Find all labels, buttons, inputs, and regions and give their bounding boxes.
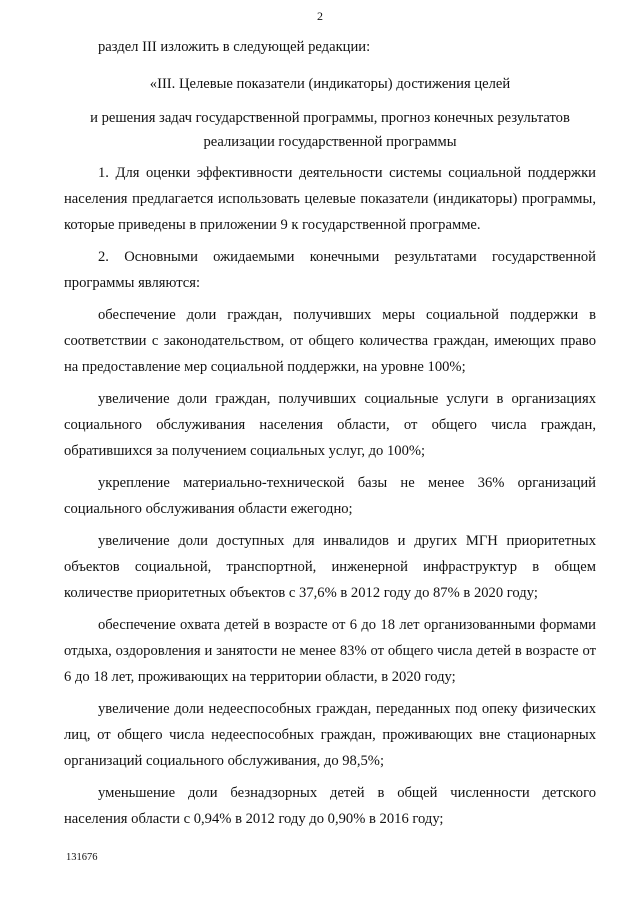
paragraph-2: 2. Основными ожидаемыми конечными результатами государственной программы являются:: [64, 249, 596, 291]
page-number: 2: [317, 9, 323, 23]
paragraph-1: 1. Для оценки эффективности деятельности системы социальной поддержки населения предлагается использовать целевые показатели (индикаторы) программы, которые приведены в приложении 9 к государственной программе.: [64, 165, 596, 233]
result-item: уменьшение доли безнадзорных детей в общей численности детского населения области с 0,94% в 2012 году до 0,90% в 2016 году;: [64, 785, 596, 827]
document-code: 131676: [66, 852, 98, 863]
intro-line: раздел III изложить в следующей редакции:: [98, 39, 371, 55]
result-item: увеличение доли доступных для инвалидов и других МГН приоритетных объектов социальной, транспортной, инженерной инфраструктур в общем количестве приоритетных объектов с 37,6% в 2012 году до 87% в 2020 году;: [64, 533, 596, 601]
result-item: обеспечение доли граждан, получивших меры социальной поддержки в соответствии с законодательством, от общего количества граждан, имеющих право на предоставление мер социальной поддержки, на уровне 100%;: [64, 307, 596, 375]
result-item: обеспечение охвата детей в возрасте от 6 до 18 лет организованными формами отдыха, оздоровления и занятости не менее 83% от общего числа детей в возрасте от 6 до 18 лет, проживающих на территории области, в 2020 году;: [64, 617, 596, 685]
result-item: увеличение доли недееспособных граждан, переданных под опеку физических лиц, от общего числа недееспособных граждан, проживающих вне стационарных организаций социального обслуживания, до 98,5%;: [64, 701, 596, 769]
section-heading: [64, 72, 596, 154]
result-item: увеличение доли граждан, получивших социальные услуги в организациях социального обслуживания населения области, от общего числа граждан, обратившихся за получением социальных услуг, до 100%;: [64, 391, 596, 459]
section-heading-line-1: «III. Целевые показатели (индикаторы) достижения целей: [149, 76, 511, 92]
result-item: укрепление материально-технической базы не менее 36% организаций социального обслуживания области ежегодно;: [64, 475, 596, 517]
document-body: [64, 34, 596, 832]
section-heading-line-2: и решения задач государственной программы, прогноз конечных результатов реализации государственной программы: [90, 110, 570, 150]
